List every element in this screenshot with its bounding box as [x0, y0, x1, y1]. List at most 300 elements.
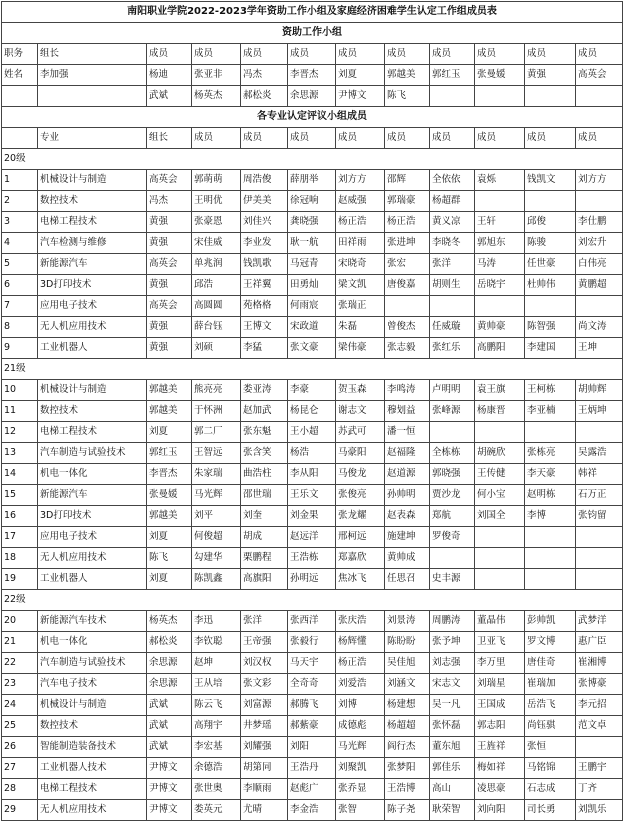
- member-name: 张西洋: [288, 611, 336, 632]
- member-name: 高圆圆: [192, 296, 241, 317]
- table-row: [2, 737, 623, 758]
- member-name: 刘博: [336, 695, 385, 716]
- funding-row: [2, 86, 623, 107]
- member-name: 张怀磊: [430, 716, 475, 737]
- member-name: 邵世瑞: [241, 485, 288, 506]
- table-row: [2, 653, 623, 674]
- member-name: 钱凯歌: [241, 254, 288, 275]
- member-name: 李万里: [475, 653, 525, 674]
- member-name: 刘景涛: [385, 611, 430, 632]
- member-name: 胡第同: [241, 758, 288, 779]
- major-name: 数控技术: [38, 716, 147, 737]
- member-name: 张乔显: [336, 779, 385, 800]
- member-name: 张恒: [525, 737, 576, 758]
- review-header-row: [2, 128, 623, 149]
- major-name: 数控技术: [38, 191, 147, 212]
- member-name: 武斌: [147, 716, 192, 737]
- member-name: 赵道源: [385, 464, 430, 485]
- table-cell: 郭红玉: [430, 65, 475, 86]
- row-number: 1: [2, 170, 38, 191]
- member-name: 杨昆仑: [288, 401, 336, 422]
- member-name: 刘佳兴: [241, 212, 288, 233]
- member-name: 陈飞: [147, 548, 192, 569]
- member-name: 薛朋举: [288, 170, 336, 191]
- table-row: [2, 233, 623, 254]
- major-name: 应用电子技术: [38, 527, 147, 548]
- member-name: 全依依: [430, 170, 475, 191]
- table-row: [2, 548, 623, 569]
- member-name: 李顺雨: [241, 779, 288, 800]
- member-name: 刘方方: [336, 170, 385, 191]
- member-name: 郑航: [430, 506, 475, 527]
- table-cell: 李晋杰: [288, 65, 336, 86]
- review-group-heading: 各专业认定评议小组成员: [2, 107, 623, 128]
- member-name: 郭佳乐: [430, 758, 475, 779]
- member-name: 张东魁: [241, 422, 288, 443]
- member-name: 宋晓奇: [336, 254, 385, 275]
- table-cell: 成员: [430, 128, 475, 149]
- member-name: [576, 422, 623, 443]
- table-row: [2, 485, 623, 506]
- member-name: 刘夏: [147, 527, 192, 548]
- table-row: [2, 758, 623, 779]
- member-name: 彭帅凯: [525, 611, 576, 632]
- member-name: 马光辉: [192, 485, 241, 506]
- major-name: 汽车检测与维修: [38, 233, 147, 254]
- member-name: 刘奎: [241, 506, 288, 527]
- table-cell: 杨英杰: [192, 86, 241, 107]
- member-name: 刘夏: [147, 422, 192, 443]
- member-name: 任思召: [385, 569, 430, 590]
- member-name: 岳浩飞: [525, 695, 576, 716]
- major-name: 汽车制造与试验技术: [38, 653, 147, 674]
- member-name: 张曼媛: [147, 485, 192, 506]
- member-name: 白伟亮: [576, 254, 623, 275]
- member-name: 李晋杰: [147, 464, 192, 485]
- member-name: 马天宇: [288, 653, 336, 674]
- member-name: 黄帅豪: [475, 317, 525, 338]
- member-name: 郭红玉: [147, 443, 192, 464]
- member-name: 李仕鹏: [576, 212, 623, 233]
- member-name: 陈子尧: [385, 800, 430, 821]
- member-name: 梁文凯: [336, 275, 385, 296]
- member-name: 邱浩: [192, 275, 241, 296]
- member-name: 全栋栋: [430, 443, 475, 464]
- member-name: 李博: [525, 506, 576, 527]
- table-cell: 成员: [525, 128, 576, 149]
- member-name: 刘耀强: [241, 737, 288, 758]
- table-cell: 成员: [192, 128, 241, 149]
- row-number: 16: [2, 506, 38, 527]
- table-row: [2, 380, 623, 401]
- major-name: 无人机应用技术: [38, 548, 147, 569]
- table-row: [2, 275, 623, 296]
- table-cell: 成员: [576, 128, 623, 149]
- row-number: 27: [2, 758, 38, 779]
- member-name: 王博文: [241, 317, 288, 338]
- grade-label: 22级: [2, 590, 623, 611]
- member-name: 张洋: [430, 254, 475, 275]
- member-name: 卫亚飞: [475, 632, 525, 653]
- table-cell: 高英会: [576, 65, 623, 86]
- member-name: [576, 548, 623, 569]
- member-name: 马铭锦: [525, 758, 576, 779]
- member-name: 杨浩: [288, 443, 336, 464]
- member-name: 高山: [430, 779, 475, 800]
- member-name: [475, 548, 525, 569]
- funding-group-heading: 资助工作小组: [2, 23, 623, 44]
- funding-row: [2, 65, 623, 86]
- table-row: [2, 632, 623, 653]
- member-name: 耿一航: [288, 233, 336, 254]
- member-name: 王旌祥: [475, 737, 525, 758]
- member-name: 于怀洲: [192, 401, 241, 422]
- member-name: 张博豪: [576, 674, 623, 695]
- row-number: 20: [2, 611, 38, 632]
- member-name: 郭萌萌: [192, 170, 241, 191]
- member-name: 胡成: [241, 527, 288, 548]
- table-cell: 组长: [38, 44, 147, 65]
- table-cell: [475, 86, 525, 107]
- member-name: 郭瑞豪: [385, 191, 430, 212]
- table-cell: 成员: [336, 44, 385, 65]
- member-name: 苑格格: [241, 296, 288, 317]
- member-name: 伊美美: [241, 191, 288, 212]
- member-name: 高英会: [147, 296, 192, 317]
- row-number: 10: [2, 380, 38, 401]
- member-name: 贾沙龙: [430, 485, 475, 506]
- member-name: 孙帅明: [385, 485, 430, 506]
- section-row: [2, 107, 623, 128]
- table-cell: 成员: [475, 128, 525, 149]
- staff-table: [1, 1, 623, 821]
- member-name: 施建坤: [385, 527, 430, 548]
- member-name: 井梦瑶: [241, 716, 288, 737]
- member-name: 董晶伟: [475, 611, 525, 632]
- member-name: 熊亮亮: [192, 380, 241, 401]
- major-name: 机械设计与制造: [38, 170, 147, 191]
- member-name: 贺玉森: [336, 380, 385, 401]
- member-name: [430, 296, 475, 317]
- table-row: [2, 527, 623, 548]
- member-name: 史丰源: [430, 569, 475, 590]
- table-row: [2, 317, 623, 338]
- member-name: 高旗阳: [241, 569, 288, 590]
- member-name: 宋政道: [288, 317, 336, 338]
- member-name: 石万正: [576, 485, 623, 506]
- table-cell: 刘夏: [336, 65, 385, 86]
- member-name: 张豪恩: [192, 212, 241, 233]
- member-name: 赵彪广: [288, 779, 336, 800]
- member-name: 马涛: [475, 254, 525, 275]
- member-name: 潘一恒: [385, 422, 430, 443]
- member-name: 张栋亮: [525, 443, 576, 464]
- row-number: 28: [2, 779, 38, 800]
- member-name: 武梦洋: [576, 611, 623, 632]
- row-number: 8: [2, 317, 38, 338]
- table-cell: 成员: [336, 128, 385, 149]
- table-row: [2, 422, 623, 443]
- major-name: 工业机器人: [38, 569, 147, 590]
- table-cell: 姓名: [2, 65, 38, 86]
- member-name: 黄鹏超: [576, 275, 623, 296]
- member-name: 罗俊奇: [430, 527, 475, 548]
- member-name: 杨英杰: [147, 611, 192, 632]
- member-name: 黄强: [147, 212, 192, 233]
- member-name: 邢柯远: [336, 527, 385, 548]
- member-name: 刘金果: [288, 506, 336, 527]
- table-row: [2, 800, 623, 821]
- member-name: 邵辉: [385, 170, 430, 191]
- member-name: 邱俊: [525, 212, 576, 233]
- member-name: 宋志文: [430, 674, 475, 695]
- member-name: 刘夏: [147, 569, 192, 590]
- row-number: 29: [2, 800, 38, 821]
- member-name: 郭志阳: [475, 716, 525, 737]
- member-name: 郭越美: [147, 401, 192, 422]
- member-name: 尤晴: [241, 800, 288, 821]
- major-name: 汽车制造与试验技术: [38, 443, 147, 464]
- member-name: 王乐文: [288, 485, 336, 506]
- member-name: 李晓冬: [430, 233, 475, 254]
- member-name: 薛台钰: [192, 317, 241, 338]
- member-name: 杨超群: [430, 191, 475, 212]
- member-name: 勾建华: [192, 548, 241, 569]
- member-name: 郝腾飞: [288, 695, 336, 716]
- member-name: 余思源: [147, 674, 192, 695]
- member-name: 袁王旗: [475, 380, 525, 401]
- grade-label: 21级: [2, 359, 623, 380]
- member-name: 王柯栋: [525, 380, 576, 401]
- member-name: 郭越美: [147, 380, 192, 401]
- row-number: 17: [2, 527, 38, 548]
- member-name: 朱磊: [336, 317, 385, 338]
- major-name: 机电一体化: [38, 464, 147, 485]
- member-name: [475, 527, 525, 548]
- member-name: 尹博文: [147, 779, 192, 800]
- member-name: 尹博文: [147, 800, 192, 821]
- member-name: [525, 527, 576, 548]
- member-name: 梅如祥: [475, 758, 525, 779]
- member-name: 黄帅成: [385, 548, 430, 569]
- member-name: 李亚楠: [525, 401, 576, 422]
- member-name: 郭旭东: [475, 233, 525, 254]
- member-name: [525, 548, 576, 569]
- member-name: 张梦阳: [385, 758, 430, 779]
- table-row: [2, 569, 623, 590]
- member-name: 耿荣智: [430, 800, 475, 821]
- table-row: [2, 212, 623, 233]
- member-name: 吴露浩: [576, 443, 623, 464]
- member-name: [385, 296, 430, 317]
- member-name: 何俊超: [192, 527, 241, 548]
- member-name: 李金浩: [288, 800, 336, 821]
- member-name: 胡帅辉: [576, 380, 623, 401]
- member-name: 刘宏升: [576, 233, 623, 254]
- member-name: 刘凯乐: [576, 800, 623, 821]
- member-name: [525, 296, 576, 317]
- member-name: 刘富源: [241, 695, 288, 716]
- member-name: 郭二厂: [192, 422, 241, 443]
- table-cell: [576, 86, 623, 107]
- table-row: [2, 338, 623, 359]
- member-name: 高翔宇: [192, 716, 241, 737]
- member-name: 张红乐: [430, 338, 475, 359]
- member-name: 黄强: [147, 275, 192, 296]
- row-number: 4: [2, 233, 38, 254]
- member-name: 范文卓: [576, 716, 623, 737]
- member-name: 陈骏: [525, 233, 576, 254]
- table-cell: 张曼媛: [475, 65, 525, 86]
- table-row: [2, 296, 623, 317]
- row-number: 23: [2, 674, 38, 695]
- table-cell: 成员: [241, 128, 288, 149]
- member-name: 高英会: [147, 170, 192, 191]
- member-name: 郝紫豪: [288, 716, 336, 737]
- member-name: 赵加武: [241, 401, 288, 422]
- member-name: 郑嘉欣: [336, 548, 385, 569]
- section-row: [2, 23, 623, 44]
- member-name: 张峰源: [430, 401, 475, 422]
- row-number: 13: [2, 443, 38, 464]
- member-name: 张含笑: [241, 443, 288, 464]
- member-name: 刘向阳: [475, 800, 525, 821]
- table-cell: [2, 128, 38, 149]
- member-name: 张志毅: [385, 338, 430, 359]
- grade-row: [2, 359, 623, 380]
- table-row: [2, 443, 623, 464]
- member-name: 刘硕: [192, 338, 241, 359]
- table-cell: 陈飞: [385, 86, 430, 107]
- member-name: 张洋: [241, 611, 288, 632]
- member-name: 胡则生: [430, 275, 475, 296]
- member-name: 曾俊杰: [385, 317, 430, 338]
- member-name: 武斌: [147, 695, 192, 716]
- member-name: 马光辉: [336, 737, 385, 758]
- member-name: 张宏: [385, 254, 430, 275]
- member-name: 黄强: [147, 338, 192, 359]
- member-name: 张进坤: [385, 233, 430, 254]
- table-cell: 郭越美: [385, 65, 430, 86]
- member-name: 张予坤: [430, 632, 475, 653]
- table-row: [2, 191, 623, 212]
- major-name: 机械设计与制造: [38, 380, 147, 401]
- table-title: 南阳职业学院2022-2023学年资助工作小组及家庭经济困难学生认定工作组成员表: [2, 2, 623, 23]
- member-name: [430, 422, 475, 443]
- table-cell: [38, 86, 147, 107]
- member-name: 尚文涛: [576, 317, 623, 338]
- member-name: 黄强: [147, 233, 192, 254]
- member-name: 刘国全: [475, 506, 525, 527]
- table-row: [2, 254, 623, 275]
- row-number: 19: [2, 569, 38, 590]
- row-number: 11: [2, 401, 38, 422]
- member-name: 王轩: [475, 212, 525, 233]
- row-number: 25: [2, 716, 38, 737]
- member-name: 刘爱浩: [336, 674, 385, 695]
- member-name: 徐冠响: [288, 191, 336, 212]
- table-cell: [525, 86, 576, 107]
- member-name: 阎行杰: [385, 737, 430, 758]
- member-name: 杨正浩: [385, 212, 430, 233]
- major-name: 无人机应用技术: [38, 317, 147, 338]
- member-name: 张智: [336, 800, 385, 821]
- member-name: [576, 569, 623, 590]
- member-name: 王坤: [576, 338, 623, 359]
- member-name: 张文豪: [288, 338, 336, 359]
- member-name: 尹博文: [147, 758, 192, 779]
- member-name: 杨超超: [385, 716, 430, 737]
- member-name: 李宏基: [192, 737, 241, 758]
- member-name: 陈云飞: [192, 695, 241, 716]
- major-name: 新能源汽车技术: [38, 611, 147, 632]
- row-number: 24: [2, 695, 38, 716]
- table-cell: 成员: [241, 44, 288, 65]
- major-name: 电梯工程技术: [38, 779, 147, 800]
- member-name: 凌思豪: [475, 779, 525, 800]
- table-cell: 成员: [147, 44, 192, 65]
- table-cell: 成员: [192, 44, 241, 65]
- major-name: 数控技术: [38, 401, 147, 422]
- table-row: [2, 779, 623, 800]
- member-name: 陈凯鑫: [192, 569, 241, 590]
- member-name: 任世豪: [525, 254, 576, 275]
- member-name: 李建国: [525, 338, 576, 359]
- member-name: 郭越美: [147, 506, 192, 527]
- member-name: 刘汉权: [241, 653, 288, 674]
- member-name: 刘阳: [288, 737, 336, 758]
- title-row: [2, 2, 623, 23]
- major-name: 3D打印技术: [38, 506, 147, 527]
- member-name: 吴佳旭: [385, 653, 430, 674]
- member-name: 张毅行: [288, 632, 336, 653]
- member-name: 高英会: [147, 254, 192, 275]
- member-name: 冯杰: [147, 191, 192, 212]
- major-name: 电梯工程技术: [38, 212, 147, 233]
- member-name: 罗文博: [525, 632, 576, 653]
- member-name: 成德彪: [336, 716, 385, 737]
- member-name: 王国成: [475, 695, 525, 716]
- member-name: 韩祥: [576, 464, 623, 485]
- grade-label: 20级: [2, 149, 623, 170]
- table-cell: 郝松炎: [241, 86, 288, 107]
- member-name: 卢明明: [430, 380, 475, 401]
- table-cell: [430, 86, 475, 107]
- member-name: 王浩栋: [288, 548, 336, 569]
- member-name: 周鹏涛: [430, 611, 475, 632]
- member-name: 黄强: [147, 317, 192, 338]
- member-name: 张世奥: [192, 779, 241, 800]
- table-cell: 杨迪: [147, 65, 192, 86]
- member-name: 惠广臣: [576, 632, 623, 653]
- member-name: 高鹏阳: [475, 338, 525, 359]
- member-name: 李猛: [241, 338, 288, 359]
- member-name: 王明优: [192, 191, 241, 212]
- member-name: 钱凯文: [525, 170, 576, 191]
- row-number: 15: [2, 485, 38, 506]
- table-cell: 黄强: [525, 65, 576, 86]
- member-name: 刘志强: [430, 653, 475, 674]
- row-number: 26: [2, 737, 38, 758]
- member-name: 郝松炎: [147, 632, 192, 653]
- row-number: 18: [2, 548, 38, 569]
- member-name: 王帝强: [241, 632, 288, 653]
- member-name: 曲浩柱: [241, 464, 288, 485]
- member-name: 杨正浩: [336, 653, 385, 674]
- table-cell: 李加强: [38, 65, 147, 86]
- member-name: 李豪: [288, 380, 336, 401]
- row-number: 2: [2, 191, 38, 212]
